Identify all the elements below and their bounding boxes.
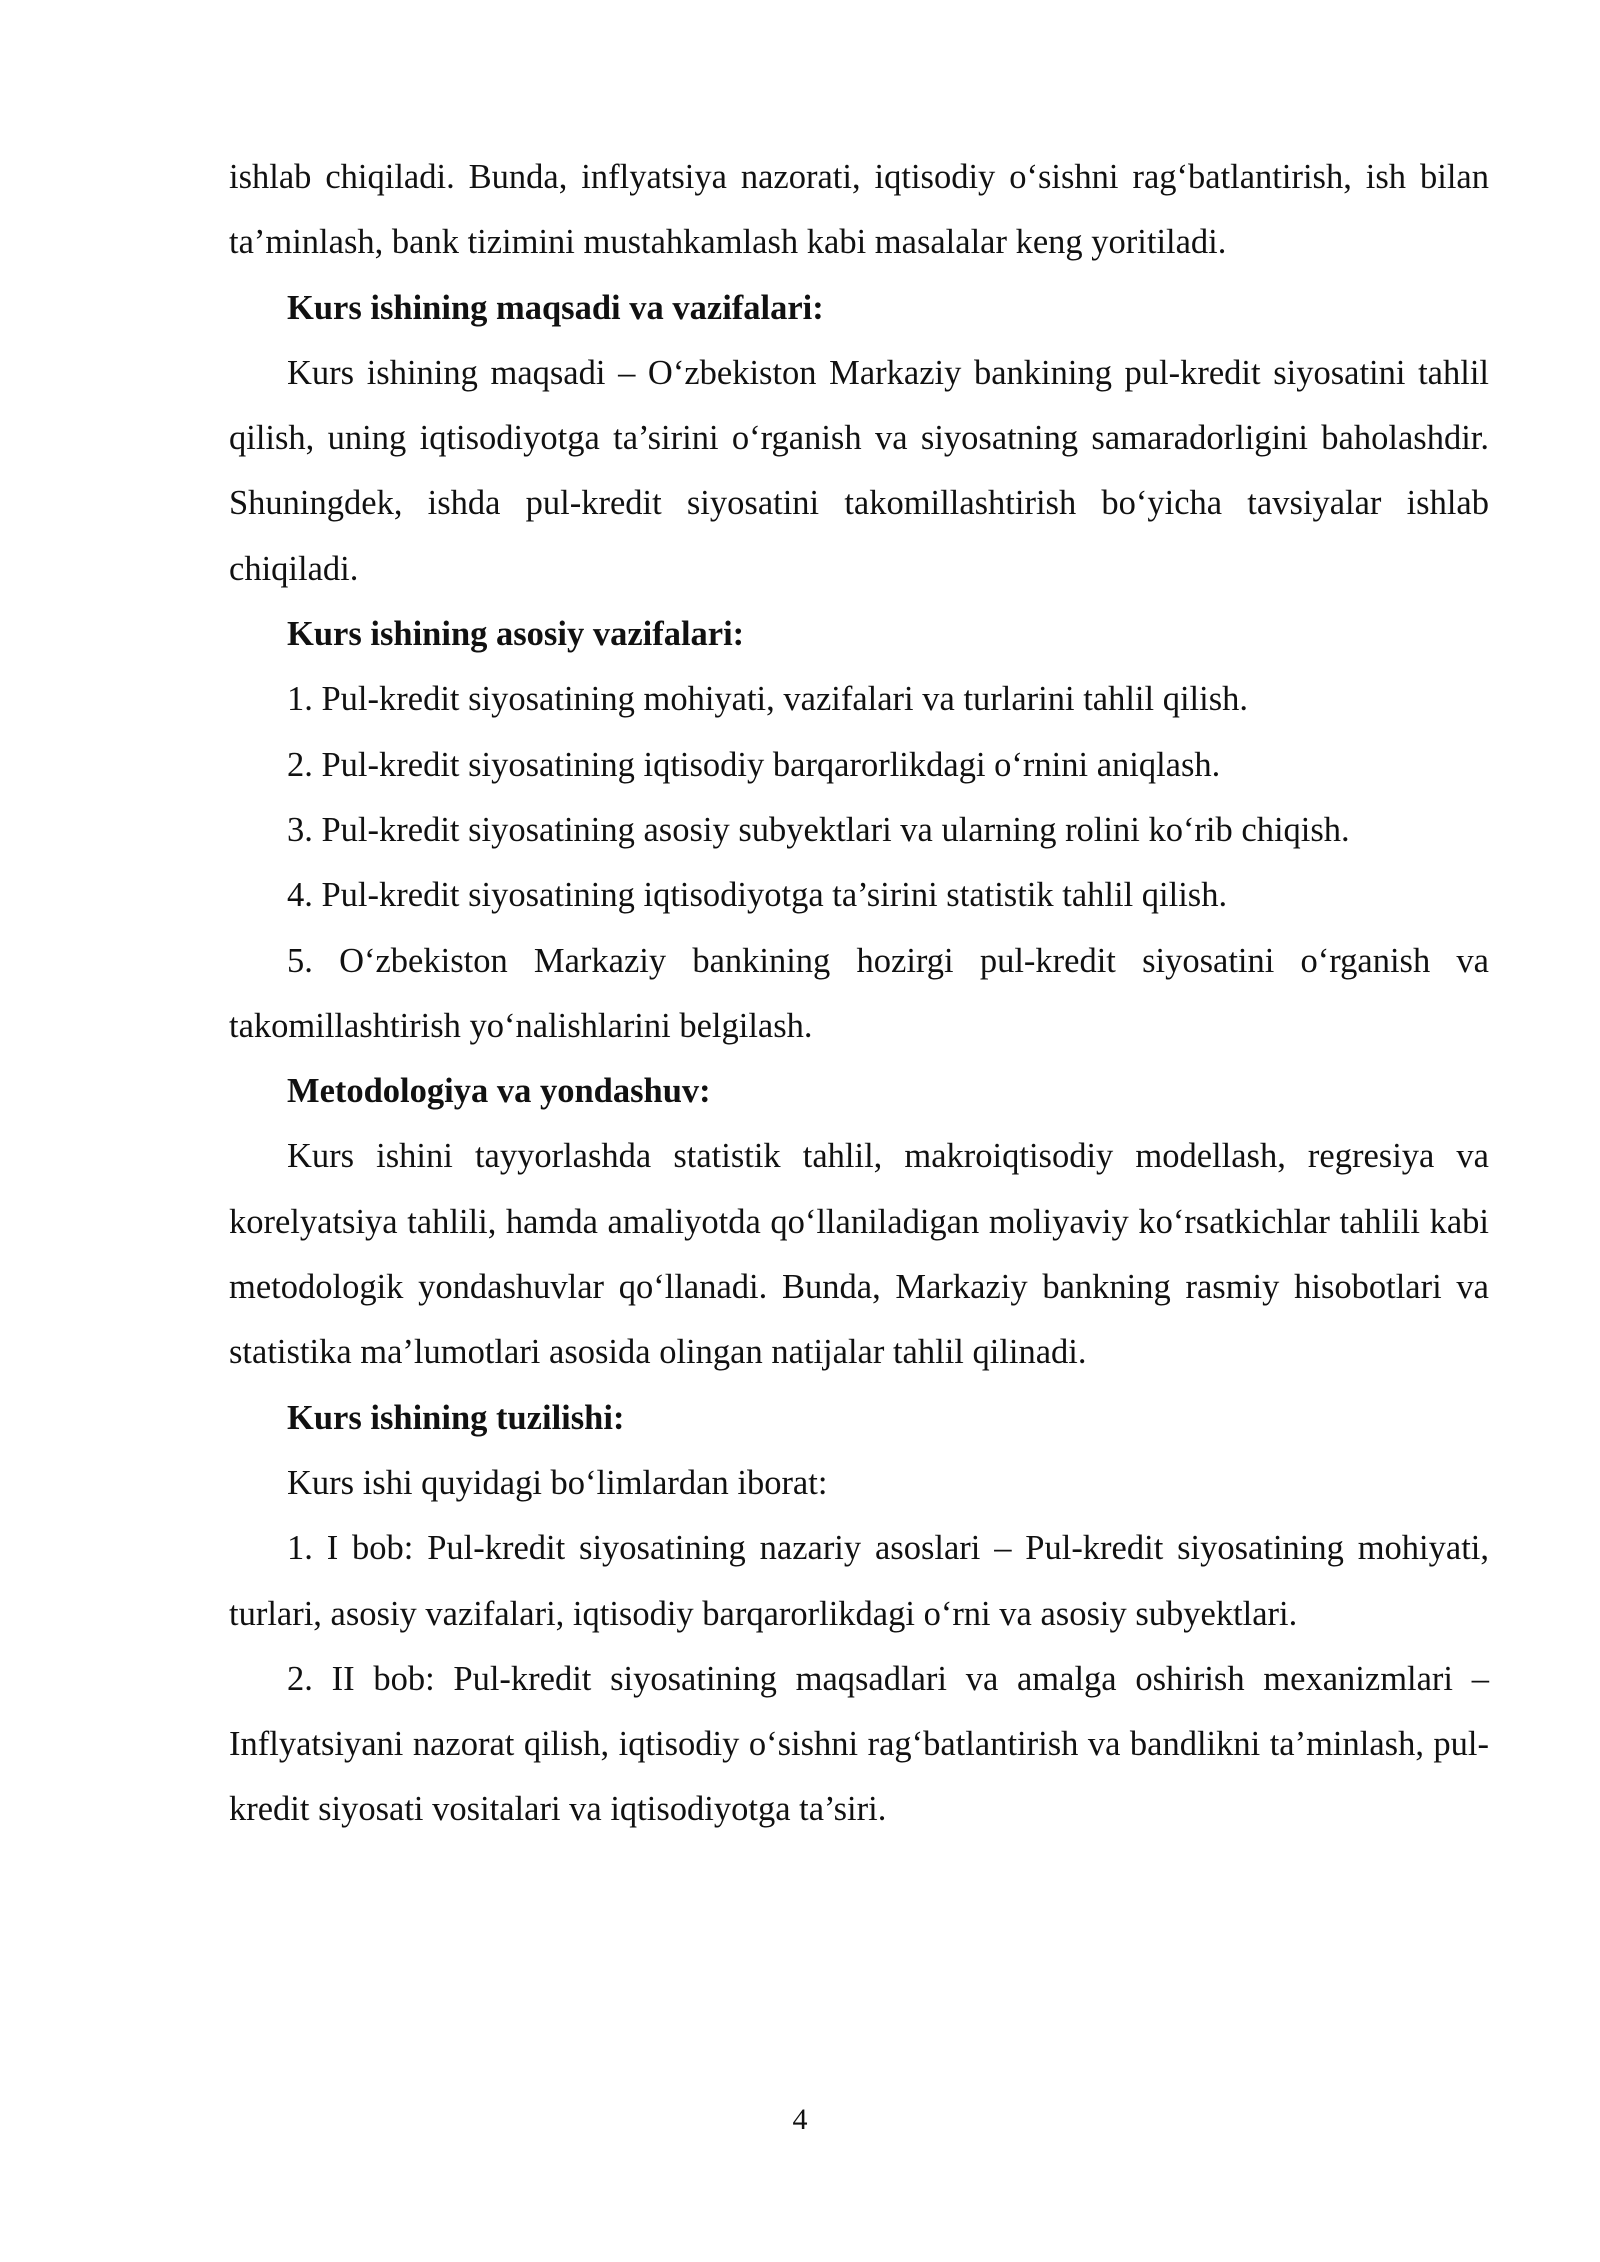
list-item-chapter-2: 2. II bob: Pul-kredit siyosatining maqsadlari va amalga oshirish mexanizmlari – Inflyatsiyani nazorat qilish, iqtisodiy o‘sishni rag‘batlantirish va bandlikni ta’minlash, pul-kredit siyosati vositalari va iqtisodiyotga ta’siri. xyxy=(229,1659,1489,1829)
paragraph-goal: Kurs ishining maqsadi – O‘zbekiston Markaziy bankining pul-kredit siyosatini tahlil qilish, uning iqtisodiyotga ta’sirini o‘rganish va siyosatning samaradorligini baholashdir. Shuningdek, ishda pul-kredit siyosatini takomillashtirish bo‘yicha tavsiyalar ishlab chiqiladi. xyxy=(229,353,1489,588)
heading-goals-and-tasks: Kurs ishining maqsadi va vazifalari: xyxy=(287,288,824,327)
heading-methodology: Metodologiya va yondashuv: xyxy=(287,1072,711,1111)
list-item-task-2: 2. Pul-kredit siyosatining iqtisodiy barqarorlikdagi o‘rnini aniqlash. xyxy=(287,745,1221,784)
list-item-task-4: 4. Pul-kredit siyosatining iqtisodiyotga ta’sirini statistik tahlil qilish. xyxy=(287,876,1228,915)
list-item-chapter-1: 1. I bob: Pul-kredit siyosatining nazariy asoslari – Pul-kredit siyosatining mohiyati, turlari, asosiy vazifalari, iqtisodiy barqarorlikdagi o‘rni va asosiy subyektlari. xyxy=(229,1529,1489,1633)
page-number: 4 xyxy=(792,2103,808,2136)
list-item-task-1: 1. Pul-kredit siyosatining mohiyati, vazifalari va turlarini tahlil qilish. xyxy=(287,680,1249,719)
heading-structure: Kurs ishining tuzilishi: xyxy=(287,1398,625,1437)
paragraph-methodology: Kurs ishini tayyorlashda statistik tahlil, makroiqtisodiy modellash, regresiya va korelyatsiya tahlili, hamda amaliyotda qo‘llaniladigan moliyaviy ko‘rsatkichlar tahlili kabi metodologik yondashuvlar qo‘llanadi. Bunda, Markaziy bankning rasmiy hisobotlari va statistika ma’lumotlari asosida olingan natijalar tahlil qilinadi. xyxy=(229,1137,1489,1372)
list-item-task-3: 3. Pul-kredit siyosatining asosiy subyektlari va ularning rolini ko‘rib chiqish. xyxy=(287,810,1350,849)
paragraph-structure-intro: Kurs ishi quyidagi bo‘limlardan iborat: xyxy=(287,1463,828,1502)
heading-main-tasks: Kurs ishining asosiy vazifalari: xyxy=(287,615,745,654)
list-item-task-5: 5. O‘zbekiston Markaziy bankining hozirgi pul-kredit siyosatini o‘rganish va takomillashtirish yo‘nalishlarini belgilash. xyxy=(229,941,1489,1045)
paragraph-intro-continuation: ishlab chiqiladi. Bunda, inflyatsiya nazorati, iqtisodiy o‘sishni rag‘batlantirish, ish bilan ta’minlash, bank tizimini mustahkamlash kabi masalalar keng yoritiladi. xyxy=(229,158,1489,262)
document-page xyxy=(229,145,1489,1843)
